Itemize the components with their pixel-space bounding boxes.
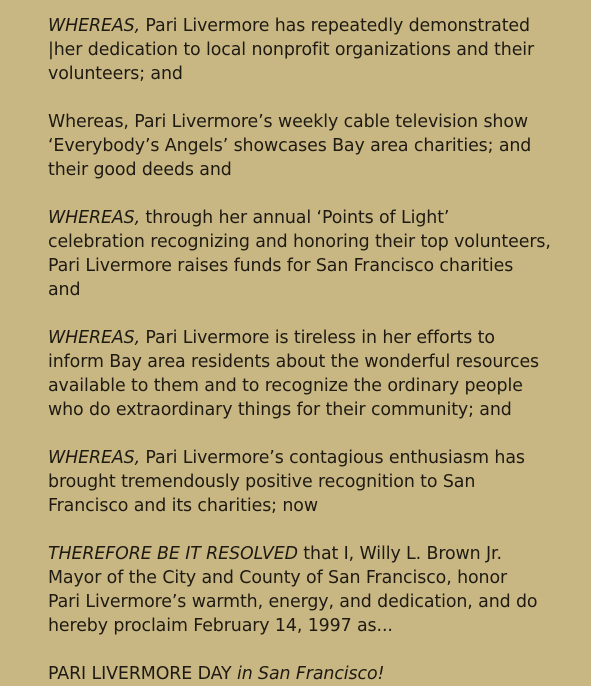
text-span: Pari Livermore has repeatedly demonstrated <box>140 16 530 36</box>
whereas-paragraph-5 <box>48 446 578 518</box>
proclamation-document <box>48 14 578 686</box>
whereas-paragraph-4 <box>48 326 578 422</box>
proclaimed-day-name: PARI LIVERMORE DAY <box>48 664 232 684</box>
whereas-lead: WHEREAS, <box>48 208 140 228</box>
proclaimed-day-suffix: in San Francisco! <box>231 664 385 684</box>
text-line: available to them and to recognize the ordinary people <box>48 376 523 396</box>
text-line <box>48 326 578 350</box>
whereas-paragraph-3 <box>48 206 578 302</box>
text-line: hereby proclaim February 14, 1997 as... <box>48 616 393 636</box>
whereas-paragraph-2 <box>48 110 578 182</box>
text-line: who do extraordinary things for their community; and <box>48 400 512 420</box>
resolution-paragraph <box>48 542 578 638</box>
text-line: Whereas, Pari Livermore’s weekly cable television show <box>48 112 529 132</box>
whereas-paragraph-1 <box>48 14 578 86</box>
whereas-lead: WHEREAS, <box>48 448 140 468</box>
text-line: Francisco and its charities; now <box>48 496 318 516</box>
whereas-lead: WHEREAS, <box>48 328 140 348</box>
text-line: and <box>48 280 81 300</box>
text-line: Pari Livermore’s warmth, energy, and dedication, and do <box>48 592 538 612</box>
whereas-lead: WHEREAS, <box>48 16 140 36</box>
proclaimed-day-line <box>48 662 578 686</box>
text-span: Pari Livermore’s contagious enthusiasm has <box>140 448 525 468</box>
text-span: through her annual ‘Points of Light’ <box>140 208 450 228</box>
text-line: their good deeds and <box>48 160 232 180</box>
text-span: Pari Livermore is tireless in her efforts to <box>140 328 495 348</box>
text-line: brought tremendously positive recognition to San <box>48 472 476 492</box>
text-line: inform Bay area residents about the wonderful resources <box>48 352 539 372</box>
text-line <box>48 14 578 38</box>
text-line: Pari Livermore raises funds for San Francisco charities <box>48 256 514 276</box>
text-line: Mayor of the City and County of San Francisco, honor <box>48 568 508 588</box>
text-line <box>48 542 578 566</box>
text-span: that I, Willy L. Brown Jr. <box>297 544 502 564</box>
text-line: ‘Everybody’s Angels’ showcases Bay area charities; and <box>48 136 532 156</box>
resolved-lead: THEREFORE BE IT RESOLVED <box>48 544 298 564</box>
text-line <box>48 446 578 470</box>
text-line: |her dedication to local nonprofit organizations and their <box>48 40 535 60</box>
text-line: volunteers; and <box>48 64 183 84</box>
text-line: celebration recognizing and honoring their top volunteers, <box>48 232 551 252</box>
text-line <box>48 206 578 230</box>
